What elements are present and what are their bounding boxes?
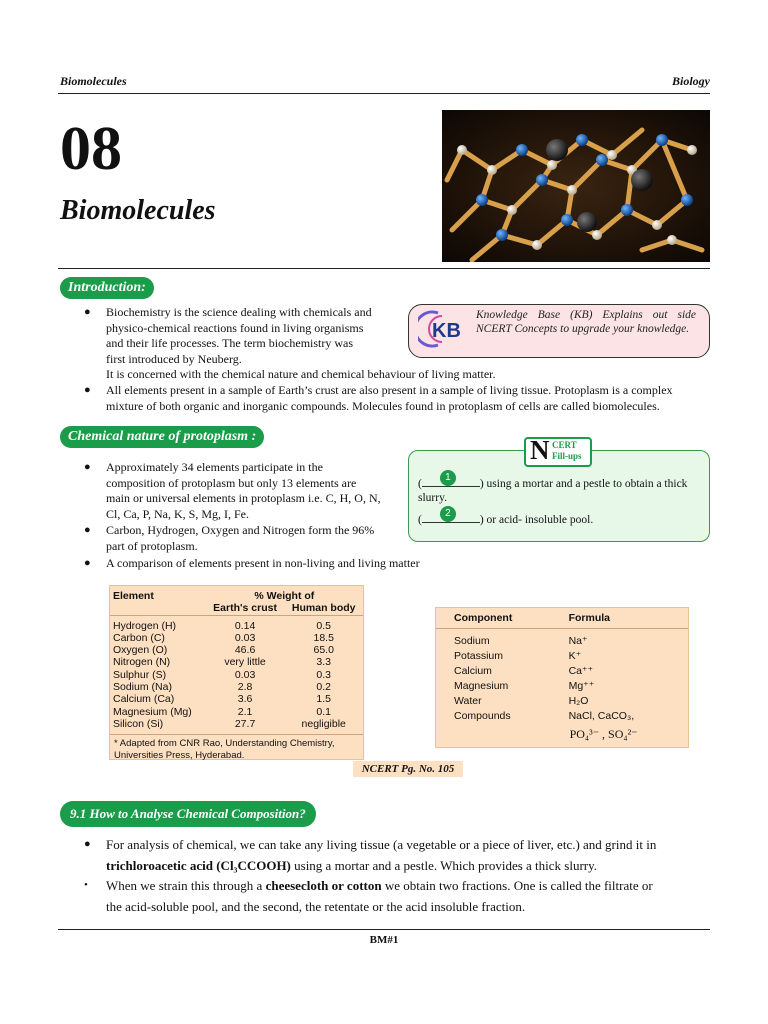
ions-formula-table [435,607,689,748]
table-row [110,706,363,718]
table-row [110,632,363,644]
col-component: Component [454,612,513,624]
table-row [436,649,688,664]
bullet-dot: ● [84,384,91,396]
cell: 2.1 [237,705,253,718]
fillup-blank-2[interactable] [422,508,480,523]
cell: Hydrogen (H) [113,619,177,632]
col-human: Human body [291,602,356,615]
cell: 0.03 [234,668,256,681]
running-header-right: Biology [672,74,710,88]
bullet-dot: ● [84,524,91,536]
cell: Calcium (Ca) [113,693,175,706]
text-line: the acid-soluble pool, and the second, the retentate or the acid insoluble fraction. [106,899,526,914]
cell: Silicon (Si) [113,717,164,730]
cell: 3.6 [237,693,253,706]
introduction-heading: Introduction: [60,277,154,299]
cell: Oxygen (O) [113,644,168,657]
cell: K⁺ [568,650,582,663]
kb-description: Knowledge Base (KB) Explains out side NCERT Concepts to upgrade your knowledge. [476,309,696,335]
bullet-dot: ● [84,838,91,850]
text-line: For analysis of chemical, we can take any living tissue (a vegetable or a piece of liver, etc.) and grind it in [106,837,657,852]
intro-bullet-1 [84,305,386,367]
table-row [110,681,363,693]
cell: 0.5 [316,619,332,632]
svg-text:KB: KB [432,320,461,342]
text-line: Cl, Ca, P, Na, K, S, Mg, I, Fe. [106,506,250,521]
blank-number-2: 2 [440,506,456,522]
cell: 0.2 [316,681,332,694]
bullet-dot: • [84,879,88,891]
text-line: and their life processes. The term biochemistry was [106,336,354,350]
cell: Sulphur (S) [113,668,167,681]
footer-rule [58,929,710,930]
text-run: When we strain this through a [106,878,266,893]
cell: Carbon (C) [113,631,165,644]
biomolecule-hero-image [442,110,710,262]
cell: Na⁺ [568,635,588,648]
text-line [106,855,712,876]
header-rule [58,93,710,94]
cell: Magnesium [454,680,509,693]
section-9-1-para-1 [84,834,712,876]
elements-comparison-table [109,585,364,760]
text-line [106,875,712,896]
page-footer: BM#1 [369,934,399,946]
fillup-question-1: ( 1 ) using a mortar and a pestle to obtain a thick slurry. [418,475,704,505]
cell: Ca⁺⁺ [568,665,594,678]
table-row [110,669,363,681]
ncert-fillups-tag [524,437,592,467]
text-line: Biochemistry is the science dealing with chemicals and [106,305,372,319]
table-row [436,634,688,649]
text-line: mixture of both organic and inorganic compounds. Molecules found in protoplasm of cells are called biomolecules. [106,398,660,413]
cell: Water [454,695,482,708]
bullet-dot: ● [84,306,91,318]
table-footnote: * Adapted from CNR Rao, Understanding Chemistry, Universities Press, Hyderabad. [110,734,363,765]
table-row [110,693,363,705]
bullet-dot: ● [84,557,91,569]
col-earth: Earth's crust [213,602,277,615]
cell: Nitrogen (N) [113,656,171,669]
table-row [436,709,688,724]
fillup-question-2: ( 2 ) or acid- insoluble pool. [418,508,594,526]
protoplasm-bullet-3 [84,556,506,572]
table-row [110,656,363,668]
text-line: Approximately 34 elements participate in the [106,460,323,474]
cell: 18.5 [313,631,334,644]
intro-bullet-2 [84,383,712,414]
tag-cert: CERT [552,440,577,450]
text-line: A comparison of elements present in non-living and living matter [106,556,420,570]
bold-term: cheesecloth or cotton [265,878,382,893]
text-run: we obtain two fractions. One is called the filtrate or [381,878,653,893]
tag-letter: N [530,435,550,465]
cell: Calcium [454,665,492,678]
protoplasm-bullet-2 [84,523,386,554]
section-9-1-heading: 9.1 How to Analyse Chemical Composition? [60,801,316,827]
title-rule [58,268,710,269]
cell: NaCl, CaCO₃, [568,710,635,723]
running-header-left: Biomolecules [60,74,127,88]
cell: H₂O [568,695,589,708]
text-line: first introduced by Neuberg. [106,351,242,366]
chapter-title: Biomolecules [60,195,216,226]
text-line: All elements present in a sample of Earth’s crust are also present in a sample of living tissue. Protoplasm is a complex [106,383,673,397]
kb-logo-icon [418,309,470,349]
ncert-page-reference: NCERT Pg. No. 105 [353,761,463,777]
col-element: Element [113,590,154,602]
cell: 1.5 [316,693,332,706]
cell: 65.0 [313,644,334,657]
cell: very little [224,656,266,669]
phosphate-sulphate-formula: PO₄³⁻ , SO₄²⁻ [569,727,638,742]
bold-term: trichloroacetic acid (Cl₃CCOOH) [106,858,291,873]
cell: Potassium [454,650,504,663]
text-line: Carbon, Hydrogen, Oxygen and Nitrogen form the 96% [106,523,375,537]
table-row [110,620,363,632]
question-text-cont: slurry. [418,492,447,504]
table-row [436,694,688,709]
question-text: ) using a mortar and a pestle to obtain a thick [479,478,688,490]
intro-bullet-1-continued: It is concerned with the chemical nature and chemical behaviour of living matter. [106,367,496,381]
cell: negligible [301,717,346,730]
text-line: main or universal elements in protoplasm i.e. C, H, O, N, [106,491,381,505]
cell: Compounds [454,710,511,723]
text-run: using a mortar and a pestle. Which provides a thick slurry. [290,858,598,873]
cell: 0.1 [316,705,332,718]
cell: Mg⁺⁺ [568,680,595,693]
cell: 3.3 [316,656,332,669]
cell: Magnesium (Mg) [113,705,192,718]
table-row [110,644,363,656]
text-line: part of protoplasm. [106,538,198,553]
cell: 0.14 [234,619,256,632]
tag-fillups: Fill-ups [552,451,582,461]
col-weight: % Weight of [254,590,315,602]
fillup-blank-1[interactable] [422,472,480,487]
cell: 0.3 [316,668,332,681]
col-formula: Formula [568,612,611,624]
blank-number-1: 1 [440,470,456,486]
section-9-1-para-2 [84,875,712,917]
cell: 0.03 [234,631,256,644]
cell: 27.7 [234,717,256,730]
cell: 46.6 [234,644,256,657]
table-row [110,718,363,730]
cell: 2.8 [237,681,253,694]
cell: Sodium (Na) [113,681,172,694]
question-text: ) or acid- insoluble pool. [479,514,594,526]
text-line: composition of protoplasm but only 13 elements are [106,475,357,490]
cell: Sodium [454,635,490,648]
protoplasm-heading: Chemical nature of protoplasm : [60,426,264,448]
text-line: physico-chemical reactions found in living organisms [106,320,364,335]
chapter-number: 08 [60,115,122,183]
bullet-dot: ● [84,461,91,473]
table-row [436,679,688,694]
protoplasm-bullet-1 [84,460,386,522]
table-row [436,664,688,679]
